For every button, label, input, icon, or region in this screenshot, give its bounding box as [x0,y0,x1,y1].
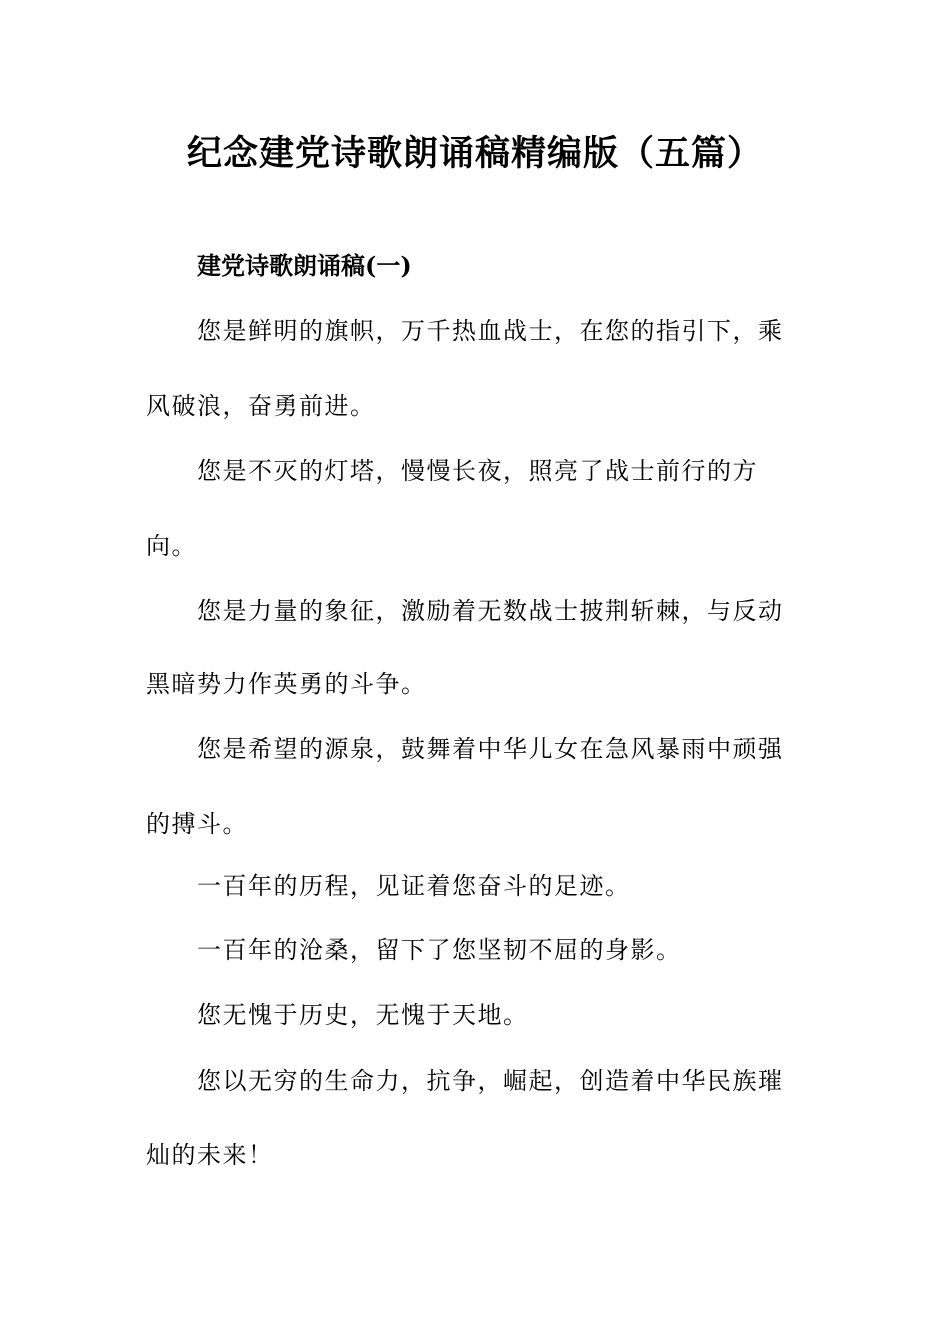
poem-line-5: 您是力量的象征，激励着无数战士披荆斩棘，与反动 [197,597,784,625]
poem-line-10: 一百年的沧桑，留下了您坚韧不屈的身影。 [197,936,682,964]
poem-line-6: 黑暗势力作英勇的斗争。 [146,670,427,698]
poem-line-9: 一百年的历程，见证着您奋斗的足迹。 [197,872,631,900]
section-heading: 建党诗歌朗诵稿(一) [197,251,412,280]
poem-line-4: 向。 [146,532,197,560]
poem-line-8: 的搏斗。 [146,810,248,838]
document-title: 纪念建党诗歌朗诵稿精编版（五篇） [186,133,763,174]
poem-line-2: 风破浪，奋勇前进。 [146,392,376,420]
poem-line-11: 您无愧于历史，无愧于天地。 [197,1001,529,1029]
poem-line-12: 您以无穷的生命力，抗争，崛起，创造着中华民族璀 [197,1067,784,1095]
poem-line-13: 灿的未来！ [146,1141,274,1169]
poem-line-7: 您是希望的源泉，鼓舞着中华儿女在急风暴雨中顽强 [197,735,784,763]
poem-line-3: 您是不灭的灯塔，慢慢长夜，照亮了战士前行的方 [197,457,758,485]
poem-line-1: 您是鲜明的旗帜，万千热血战士，在您的指引下，乘 [197,317,784,345]
